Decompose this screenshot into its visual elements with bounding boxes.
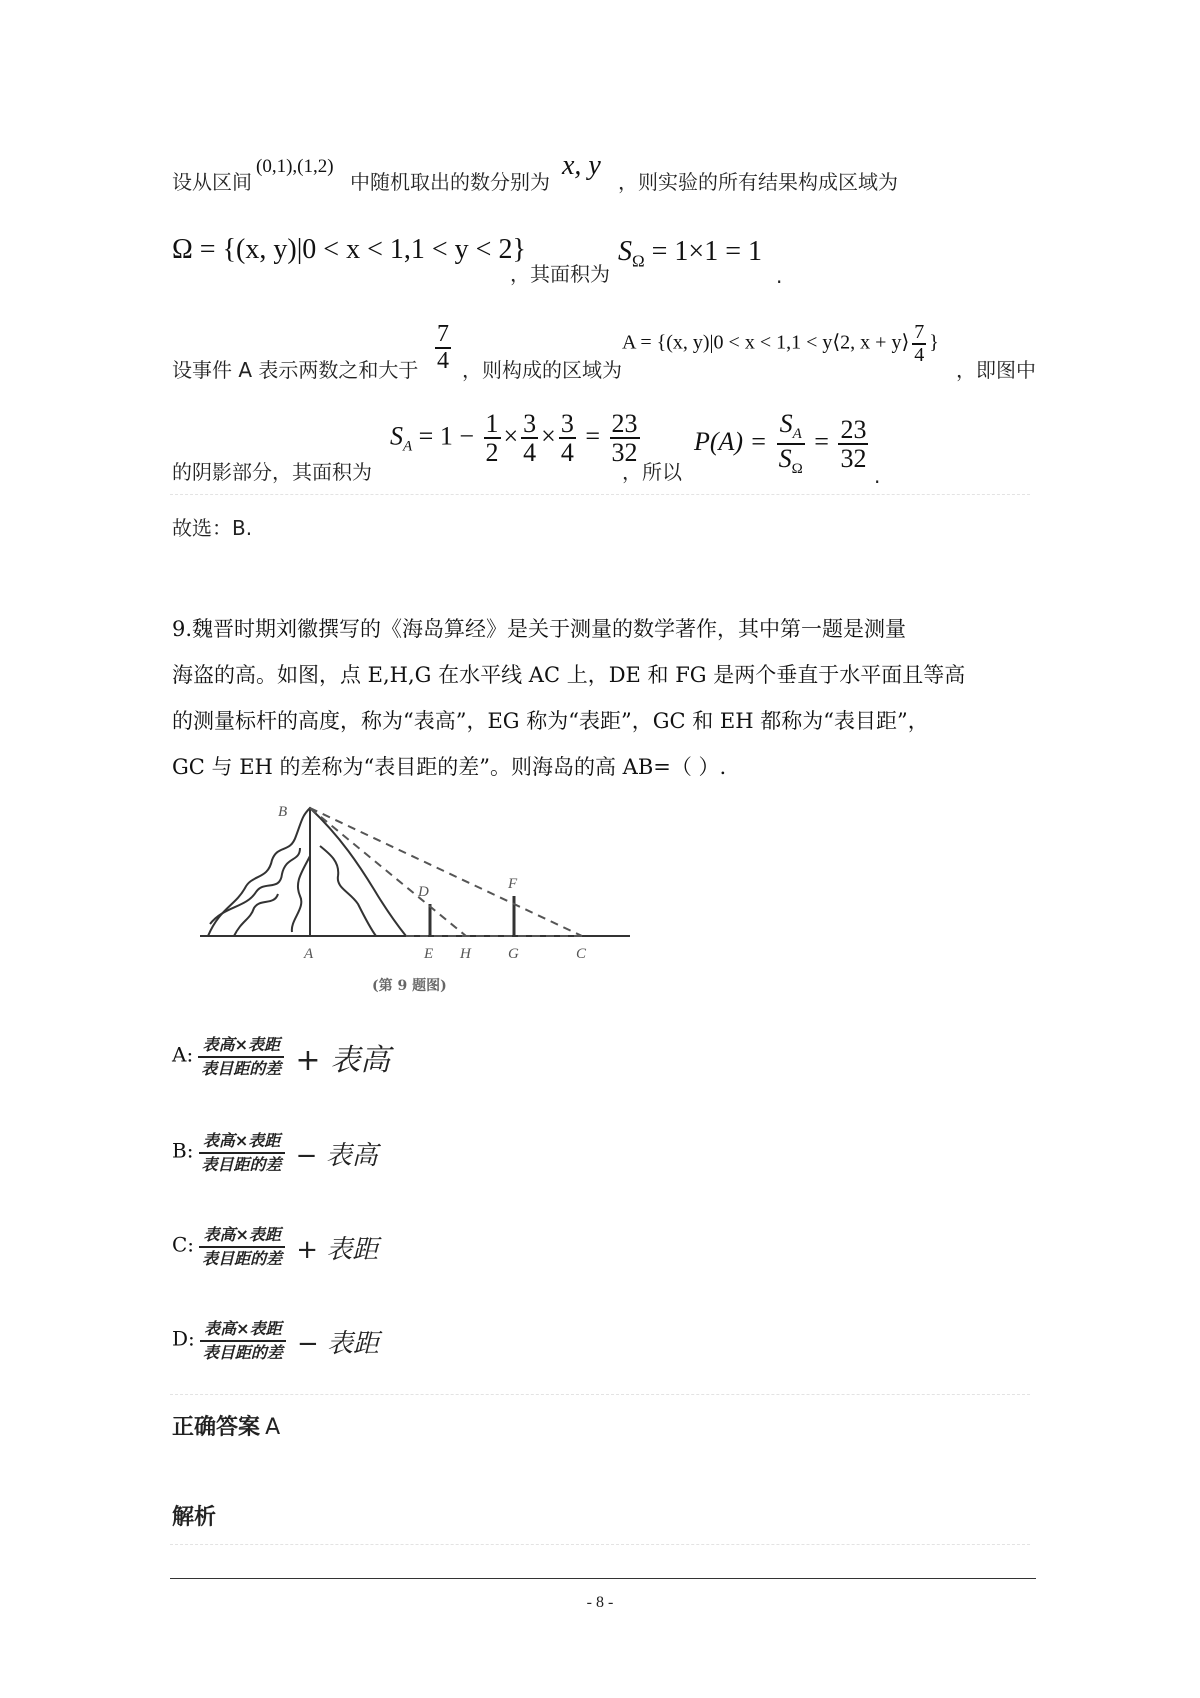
figure-caption: (第 9 题图) <box>372 978 447 994</box>
option-tail: + 表高 <box>295 1043 391 1078</box>
option-b[interactable] <box>172 1130 378 1176</box>
xy-variables: x, y <box>562 150 601 181</box>
option-d[interactable] <box>172 1318 379 1364</box>
label-c: C <box>576 946 587 962</box>
correct-answer <box>172 1410 280 1441</box>
denominator: 4 <box>523 438 537 468</box>
period: . <box>776 264 783 288</box>
denominator: 32 <box>611 438 638 468</box>
sa-expression <box>390 410 643 467</box>
footer-rule <box>170 1578 1036 1579</box>
option-fraction <box>199 1224 285 1270</box>
divider <box>170 1544 1030 1545</box>
seven-quarters-fraction <box>432 322 454 374</box>
option-tail: + 表距 <box>296 1234 379 1265</box>
sight-line-bc <box>310 808 582 936</box>
times: × <box>503 421 519 451</box>
numerator: 7 <box>437 321 449 347</box>
equals: = <box>578 421 601 451</box>
numerator: 表高×表距 <box>203 1225 281 1244</box>
omega-subscript: Ω <box>632 251 645 271</box>
numerator: 1 <box>485 409 499 438</box>
solution-line-1 <box>172 168 252 196</box>
numerator: 7 <box>914 321 925 343</box>
times: × <box>541 421 556 451</box>
therefore-text: ，所以 <box>622 460 682 484</box>
equals: = <box>807 426 829 456</box>
s-symbol: S <box>618 236 632 267</box>
option-fraction <box>198 1034 284 1080</box>
option-label: B: <box>172 1138 194 1163</box>
numerator: 表高×表距 <box>202 1035 280 1054</box>
interval-expression: (0,1),(1,2) <box>256 156 334 177</box>
correct-answer-value: A <box>265 1415 281 1440</box>
a-subscript: A <box>792 426 802 443</box>
page-number: - 8 - <box>586 1594 614 1611</box>
label-d: D <box>418 884 429 900</box>
figure-ref-text: ，即图中 <box>956 358 1036 382</box>
option-a[interactable] <box>172 1034 390 1080</box>
divider <box>170 1394 1030 1395</box>
text: 设从区间 <box>172 170 252 194</box>
denominator: 表目距的差 <box>199 1152 285 1176</box>
mountain-ridge <box>320 846 376 936</box>
omega-set-expression: Ω = {(x, y)|0 < x < 1,1 < y < 2} <box>172 234 526 265</box>
omega-subscript: Ω <box>791 461 803 478</box>
option-label: D: <box>172 1326 195 1351</box>
option-tail: − 表高 <box>295 1140 378 1171</box>
one-minus: = 1 − <box>412 421 474 451</box>
denominator: 4 <box>437 348 449 375</box>
island-measurement-figure <box>190 796 650 1006</box>
denominator: 32 <box>840 443 867 473</box>
numerator: 3 <box>560 409 574 438</box>
option-label: A: <box>172 1042 194 1067</box>
question-9-text <box>172 606 965 790</box>
denominator: 表目距的差 <box>200 1340 286 1364</box>
analysis-section <box>172 1500 216 1531</box>
set-a-body: A = {(x, y)|0 < x < 1,1 < y⟨2, x + y⟩ <box>622 331 910 354</box>
label-h: H <box>460 946 471 962</box>
label-b: B <box>278 804 288 820</box>
denominator: 4 <box>914 344 925 366</box>
denominator: 表目距的差 <box>198 1056 284 1080</box>
numerator: 23 <box>611 409 638 438</box>
question-line: GC 与 EH 的差称为“表目距的差”。则海岛的高 AB=（ ）. <box>172 755 727 779</box>
shaded-area-text: 的阴影部分，其面积为 <box>172 460 372 484</box>
period: . <box>874 464 881 488</box>
omega-area-expression <box>618 236 762 272</box>
numerator: 3 <box>523 409 537 438</box>
label-f: F <box>508 876 518 892</box>
denominator: 表目距的差 <box>199 1246 285 1270</box>
denominator: 4 <box>560 438 574 468</box>
s-symbol: S <box>779 409 793 438</box>
label-a: A <box>304 946 314 962</box>
option-label: C: <box>172 1232 195 1257</box>
area-text: ，其面积为 <box>510 262 610 286</box>
probability-expression <box>694 410 871 478</box>
solution-line-1-mid: 中随机取出的数分别为 <box>350 170 550 194</box>
question-line: 9.魏晋时期刘徽撰写的《海岛算经》是关于测量的数学著作，其中第一题是测量 <box>172 617 907 641</box>
option-c[interactable] <box>172 1224 378 1270</box>
correct-answer-heading: 正确答案 <box>172 1415 261 1440</box>
sight-line-bh <box>310 808 466 936</box>
s-symbol: S <box>778 443 792 473</box>
mountain-ridge <box>234 894 278 936</box>
numerator: 23 <box>840 414 867 444</box>
event-a-text: 设事件 A 表示两数之和大于 <box>172 358 419 382</box>
numerator: 表高×表距 <box>204 1319 282 1338</box>
set-close: } <box>929 331 939 354</box>
s-symbol: S <box>390 421 403 451</box>
option-fraction <box>199 1130 285 1176</box>
p-of-a: P(A) = <box>694 426 768 456</box>
denominator: 2 <box>485 438 499 468</box>
question-line: 海盗的高。如图，点 E,H,G 在水平线 AC 上，DE 和 FG 是两个垂直于水平面且等高 <box>172 663 966 687</box>
numerator: 表高×表距 <box>202 1131 281 1150</box>
set-a-expression <box>622 322 939 366</box>
mountain-ridge <box>292 856 310 932</box>
divider <box>170 494 1030 495</box>
option-tail: − 表距 <box>296 1328 380 1359</box>
solution-line-1-end: ，则实验的所有结果构成区域为 <box>618 170 898 194</box>
label-g: G <box>508 946 519 962</box>
a-subscript: A <box>403 438 413 455</box>
region-text: ，则构成的区域为 <box>462 358 622 382</box>
analysis-heading: 解析 <box>172 1505 217 1530</box>
question-line: 的测量标杆的高度，称为“表高”，EG 称为“表距”，GC 和 EH 都称为“表目距”， <box>172 709 929 733</box>
omega-area-rhs: = 1×1 = 1 <box>644 236 763 267</box>
label-e: E <box>424 946 434 962</box>
answer-choice: 故选：B. <box>172 516 253 540</box>
mountain-ridge <box>210 848 300 924</box>
mountain-outline <box>208 808 406 936</box>
option-fraction <box>200 1318 286 1364</box>
